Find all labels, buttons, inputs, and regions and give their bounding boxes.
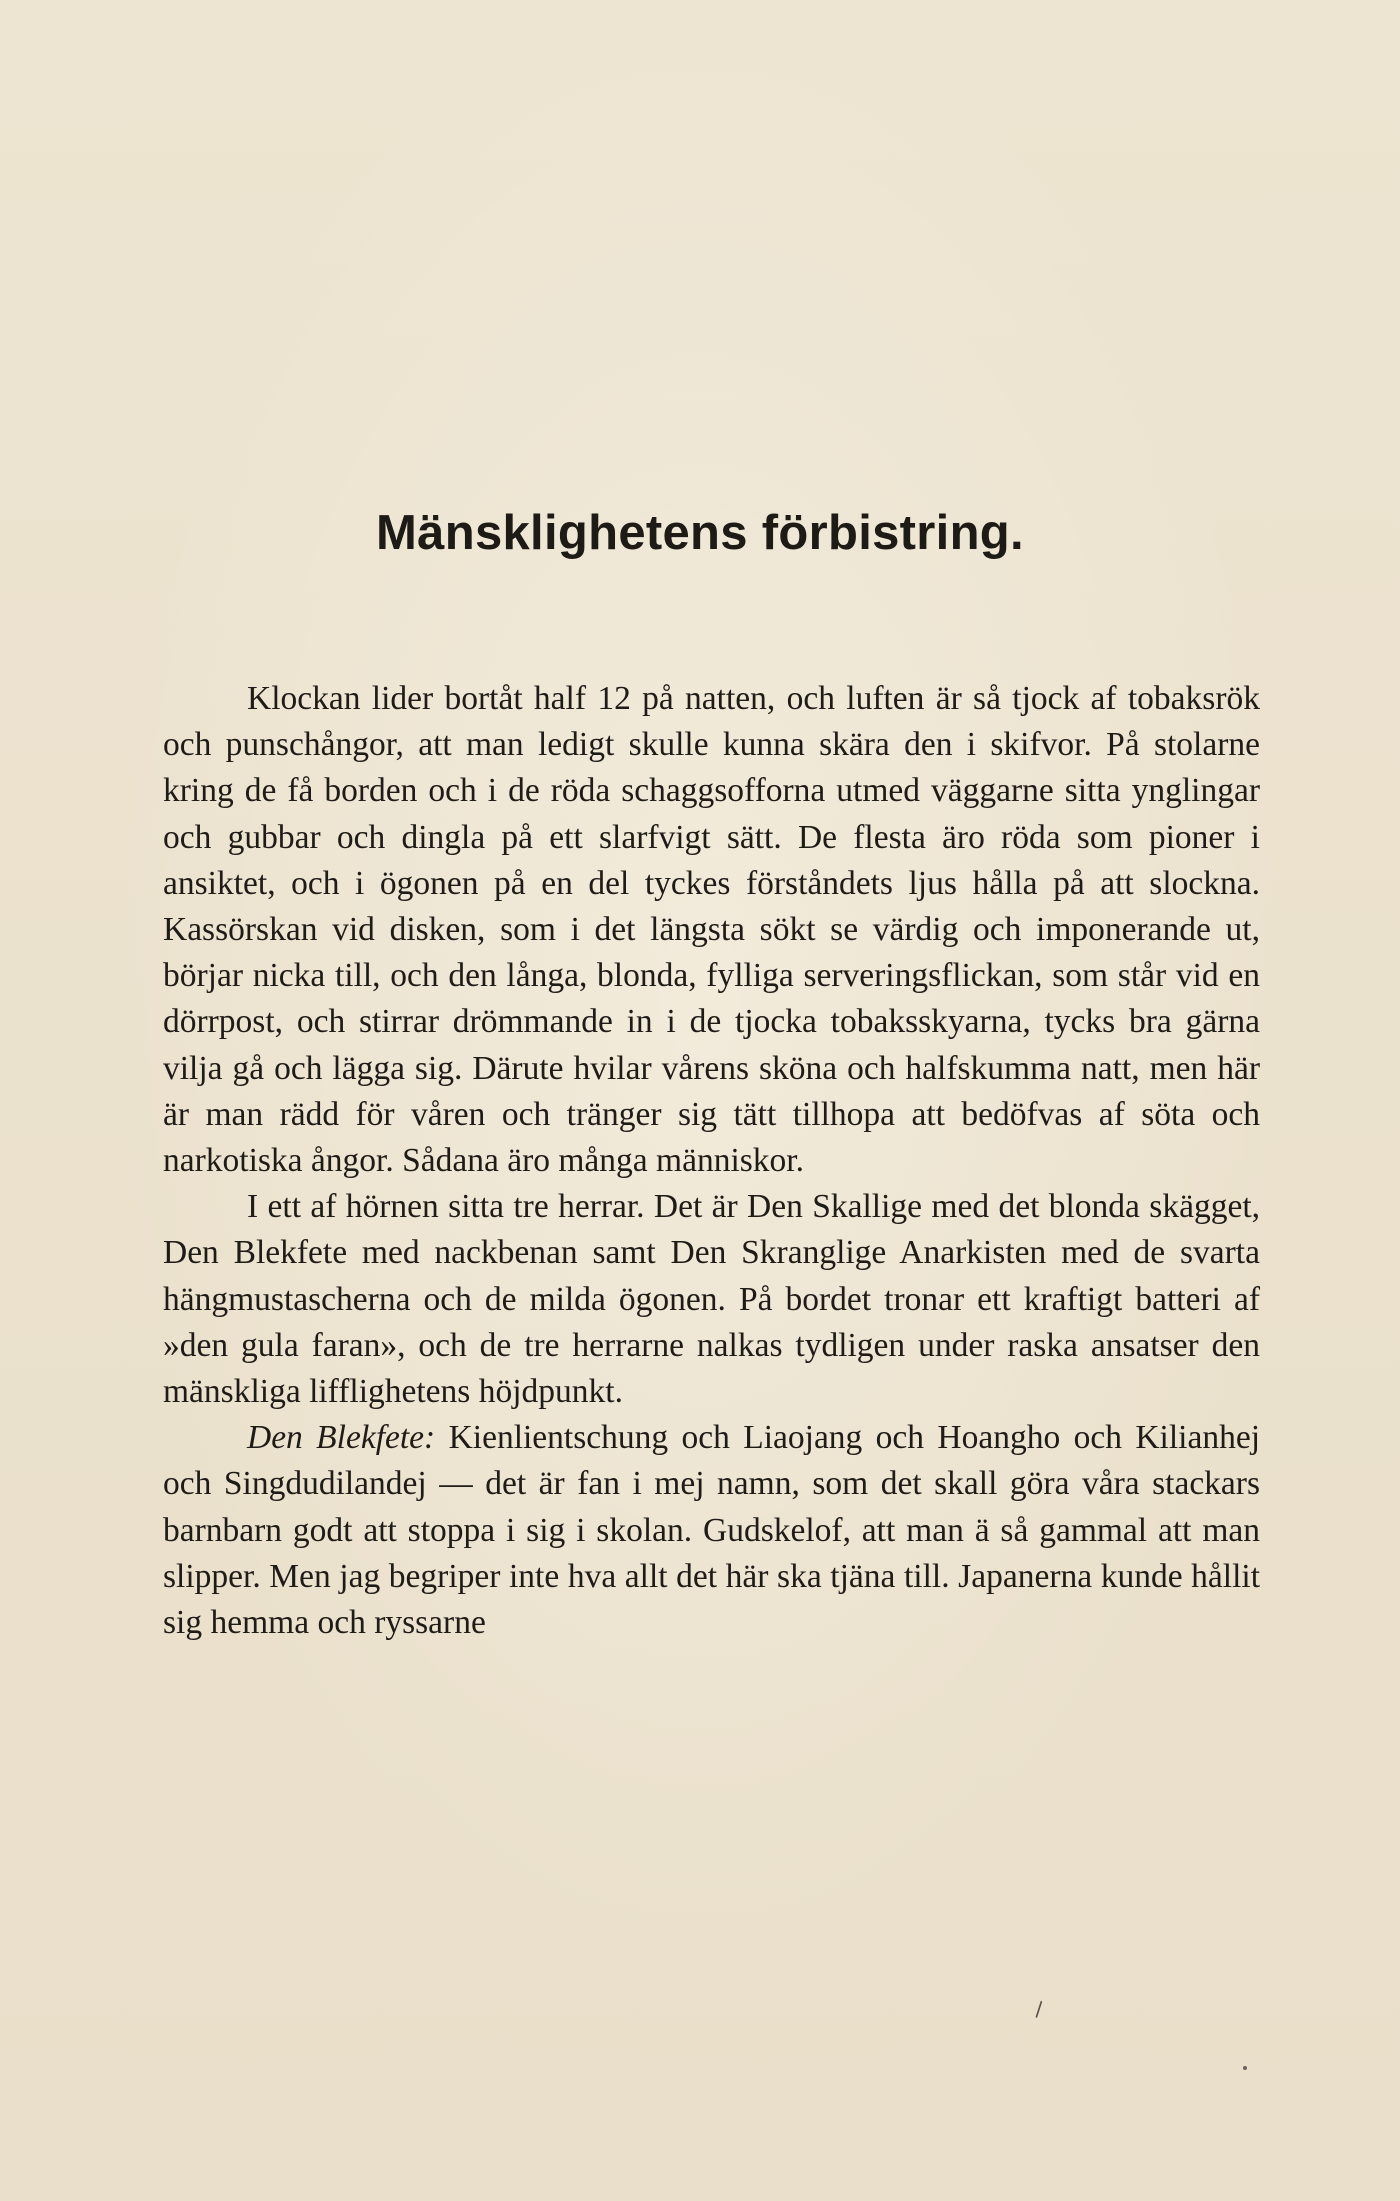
- ink-mark: \: [1029, 1997, 1049, 2021]
- paragraph-text: I ett af hörnen sitta tre herrar. Det är Den Skallige med det blonda skägget, Den Blekfete med nackbenan samt Den Skranglige Anarkisten med de svarta hängmustascherna och de milda ögonen. På bordet tronar ett kraftigt batteri af »den gula faran», och de tre herrarne nalkas tydligen under raska ansatser den mänskliga lifflighetens höjdpunkt.: [163, 1188, 1260, 1411]
- dialogue-paragraph: [163, 1415, 1260, 1646]
- paragraph-text: Klockan lider bortåt half 12 på natten, och luften är så tjock af tobaksrök och punschångor, att man ledigt skulle kunna skära den i skifvor. På stolarne kring de få borden och i de röda schaggsofforna utmed väggarne sitta ynglingar och gubbar och dingla på ett slarfvigt sätt. De flesta äro röda som pioner i ansiktet, och i ögonen på en del tyckes förståndets ljus hålla på att slockna. Kassörskan vid disken, som i det längsta sökt se värdig och imponerande ut, börjar nicka till, och den långa, blonda, fylliga serveringsflickan, som står vid en dörrpost, och stirrar drömmande in i de tjocka tobaksskyarna, tycks bra gärna vilja gå och lägga sig. Därute hvilar vårens sköna och halfskumma natt, men här är man rädd för våren och tränger sig tätt tillhopa att bedöfvas af söta och narkotiska ångor. Sådana äro många människor.: [163, 680, 1260, 1180]
- chapter-body: [163, 676, 1260, 1646]
- ink-speck: [1243, 2066, 1247, 2070]
- paragraph: [163, 676, 1260, 1184]
- speaker-name: Den Blekfete:: [247, 1419, 436, 1457]
- chapter-title: Mänsklighetens förbistring.: [376, 506, 1024, 560]
- paragraph: [163, 1184, 1260, 1415]
- dialogue-text: Kienlientschung och Liaojang och Hoangho och Kilianhej och Singdudilandej — det är fan i mej namn, som det skall göra våra stackars barnbarn godt att stoppa i sig i skolan. Gudskelof, att man ä så gammal att man slipper. Men jag begriper inte hva allt det här ska tjäna till. Japanerna kunde hållit sig hemma och ryssarne: [163, 1419, 1260, 1642]
